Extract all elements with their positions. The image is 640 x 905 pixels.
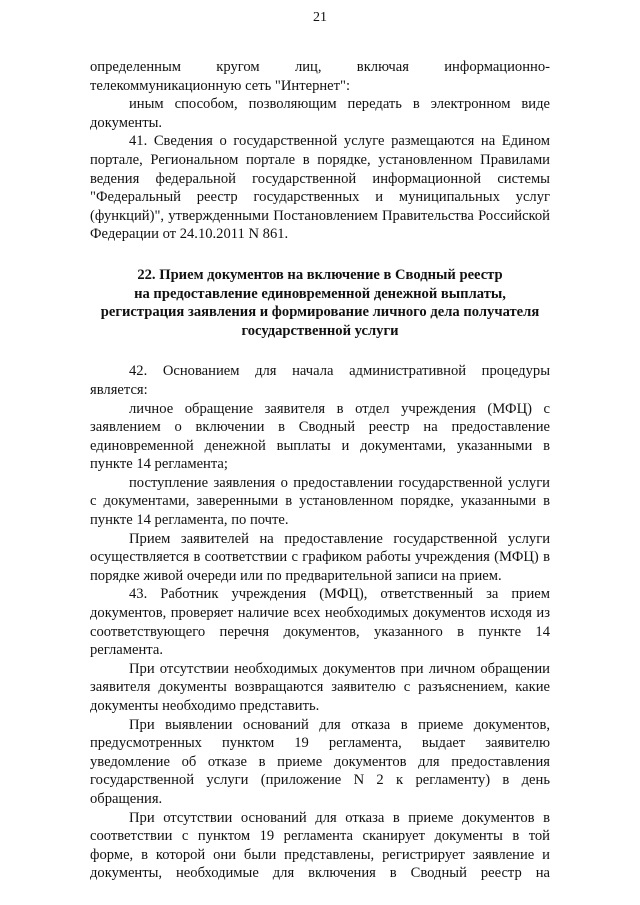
paragraph-internet-continuation: определенным кругом лиц, включая информационно-телекоммуникационную сеть "Интернет": bbox=[90, 59, 550, 94]
paragraph-postal-submission: поступление заявления о предоставлении государственной услуги с документами, заверенными в установленном порядке, указанными в пункте 14 регламента, по почте. bbox=[90, 474, 550, 529]
paragraph-reception-schedule: Прием заявителей на предоставление государственной услуги осуществляется в соответствии с графиком работы учреждения (МФЦ) в порядке живой очереди или по предварительной записи на прием. bbox=[90, 530, 550, 584]
spacer bbox=[90, 340, 550, 362]
spacer bbox=[90, 244, 550, 266]
paragraph-41: 41. Сведения о государственной услуге размещаются на Едином портале, Региональном портале в порядке, установленном Правилами ведения федеральной государственной информационной системы "Федеральный реестр государственных и муниципальных услуг (функций)", утвержденными Постановлением Правительства Российской Федерации от 24.10.2011 N 861. bbox=[90, 133, 550, 243]
paragraph-missing-documents: При отсутствии необходимых документов при личном обращении заявителя документы возвращаются заявителю с разъяснением, какие документы необходимо представить. bbox=[90, 660, 550, 714]
paragraph-no-refusal-grounds: При отсутствии оснований для отказа в приеме документов в соответствии с пунктом 19 регламента сканирует документы в той форме, в которой они были представлены, регистрирует заявление и документы, необходимые для включения в Сводный реестр на bbox=[90, 809, 550, 882]
section-heading bbox=[90, 266, 550, 340]
paragraph-42: 42. Основанием для начала административной процедуры является: bbox=[90, 363, 550, 398]
page-number: 21 bbox=[313, 10, 327, 25]
document-body bbox=[90, 58, 550, 883]
section-heading-line-1: 22. Прием документов на включение в Сводный реестр bbox=[137, 266, 503, 283]
section-heading-line-3: регистрация заявления и формирование личного дела получателя bbox=[100, 304, 540, 321]
paragraph-other-method: иным способом, позволяющим передать в электронном виде документы. bbox=[90, 96, 550, 131]
paragraph-personal-appeal: личное обращение заявителя в отдел учреждения (МФЦ) с заявлением о включении в Сводный реестр на предоставление единовременной денежной выплаты и документами, указанными в пункте 14 регламента; bbox=[90, 400, 550, 473]
section-heading-line-4: государственной услуги bbox=[241, 322, 399, 339]
paragraph-refusal-grounds: При выявлении оснований для отказа в приеме документов, предусмотренных пунктом 19 регламента, выдает заявителю уведомление об отказе в приеме документов для предоставления государственной услуги (приложение N 2 к регламенту) в день обращения. bbox=[90, 716, 550, 807]
paragraph-43: 43. Работник учреждения (МФЦ), ответственный за прием документов, проверяет наличие всех необходимых документов исходя из соответствующего перечня документов, указанного в пункте 14 регламента. bbox=[90, 586, 550, 659]
section-heading-line-2: на предоставление единовременной денежной выплаты, bbox=[134, 285, 506, 302]
